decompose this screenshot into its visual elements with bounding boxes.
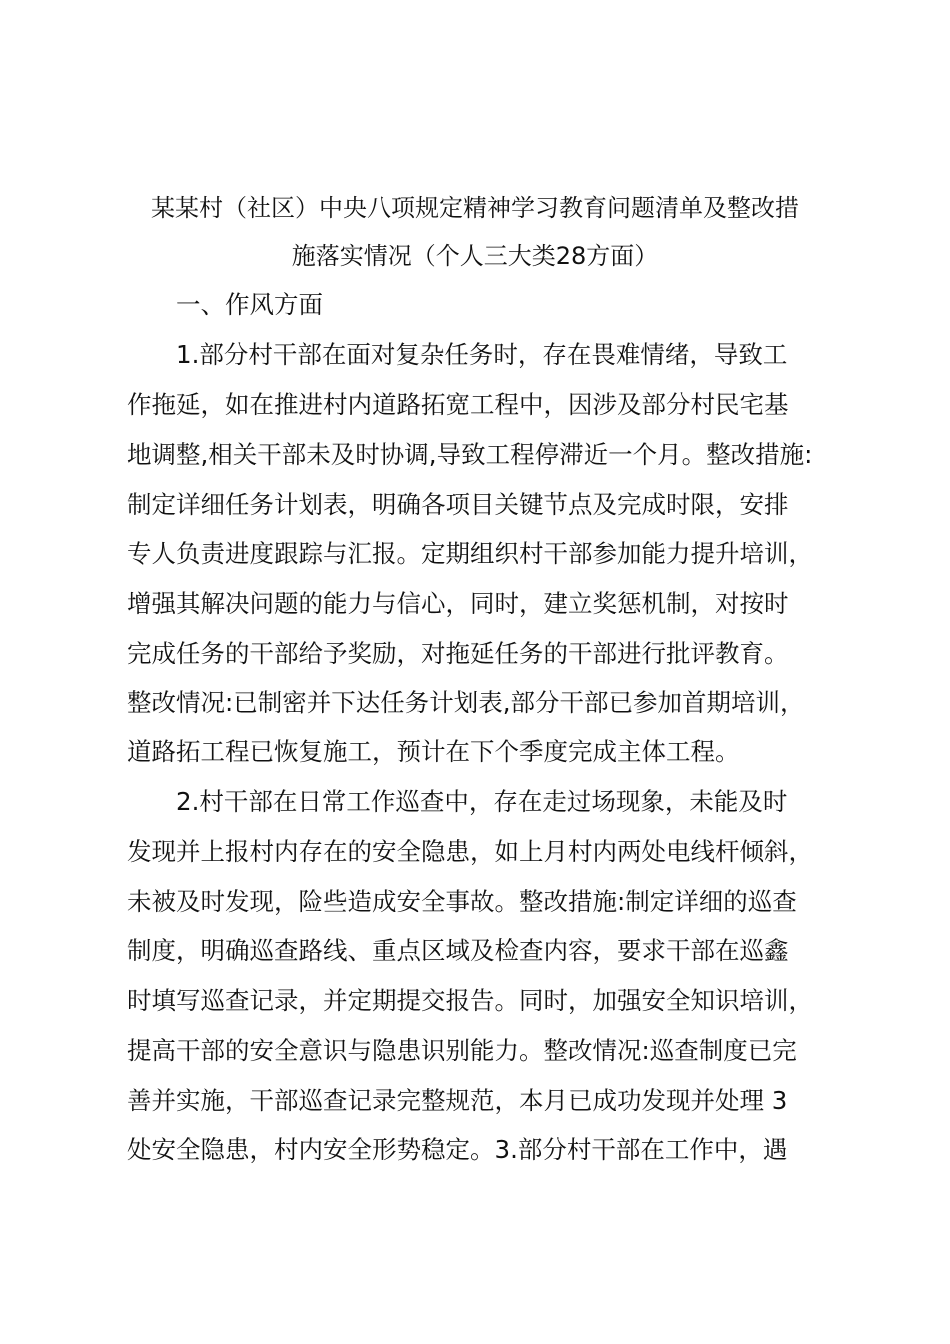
paragraph-2-line-2: 发现并上报村内存在的安全隐患，如上月村内两处电线杆倾斜， xyxy=(127,837,813,866)
paragraph-1-line-4: 制定详细任务计划表，明确各项目关键节点及完成时限，安排 xyxy=(127,490,789,519)
paragraph-1-line-6: 增强其解决问题的能力与信心，同时，建立奖惩机制，对按时 xyxy=(127,589,789,618)
paragraph-1-line-9: 道路拓工程已恢复施工，预计在下个季度完成主体工程。 xyxy=(127,737,740,766)
section-heading: 一、作风方面 xyxy=(176,290,323,319)
paragraph-1-line-2: 作拖延，如在推进村内道路拓宽工程中，因涉及部分村民宅基 xyxy=(127,390,789,419)
paragraph-1-line-8: 整改情况:已制密并下达任务计划表,部分干部已参加首期培训， xyxy=(127,688,805,717)
paragraph-1-line-1: 1.部分村干部在面对复杂任务时，存在畏难情绪，导致工 xyxy=(176,340,788,369)
paragraph-1-line-5: 专人负责进度跟踪与汇报。定期组织村干部参加能力提升培训， xyxy=(127,539,813,568)
document-title-line-2: 施落实情况（个人三大类28方面） xyxy=(291,242,659,270)
paragraph-2-line-7: 善并实施，干部巡查记录完整规范，本月已成功发现并处理 3 xyxy=(127,1086,788,1115)
paragraph-2-line-6: 提高干部的安全意识与隐患识别能力。整改情况:巡查制度已完 xyxy=(127,1036,797,1065)
paragraph-1-line-7: 完成任务的干部给予奖励，对拖延任务的干部进行批评教育。 xyxy=(127,639,789,668)
paragraph-2-line-8: 处安全隐患，村内安全形势稳定。3.部分村干部在工作中，遇 xyxy=(127,1135,788,1164)
paragraph-2-line-4: 制度，明确巡查路线、重点区域及检查内容，要求干部在巡鑫 xyxy=(127,936,789,965)
paragraph-1-line-3: 地调整,相关干部未及时协调,导致工程停滞近一个月。整改措施: xyxy=(127,440,813,469)
paragraph-2-line-5: 时填写巡查记录，并定期提交报告。同时，加强安全知识培训， xyxy=(127,986,813,1015)
paragraph-2-line-1: 2.村干部在日常工作巡查中，存在走过场现象，未能及时 xyxy=(176,787,788,816)
document-title-line-1: 某某村（社区）中央八项规定精神学习教育问题清单及整改措 xyxy=(151,194,799,222)
paragraph-2-line-3: 未被及时发现，险些造成安全事故。整改措施:制定详细的巡查 xyxy=(127,887,797,916)
